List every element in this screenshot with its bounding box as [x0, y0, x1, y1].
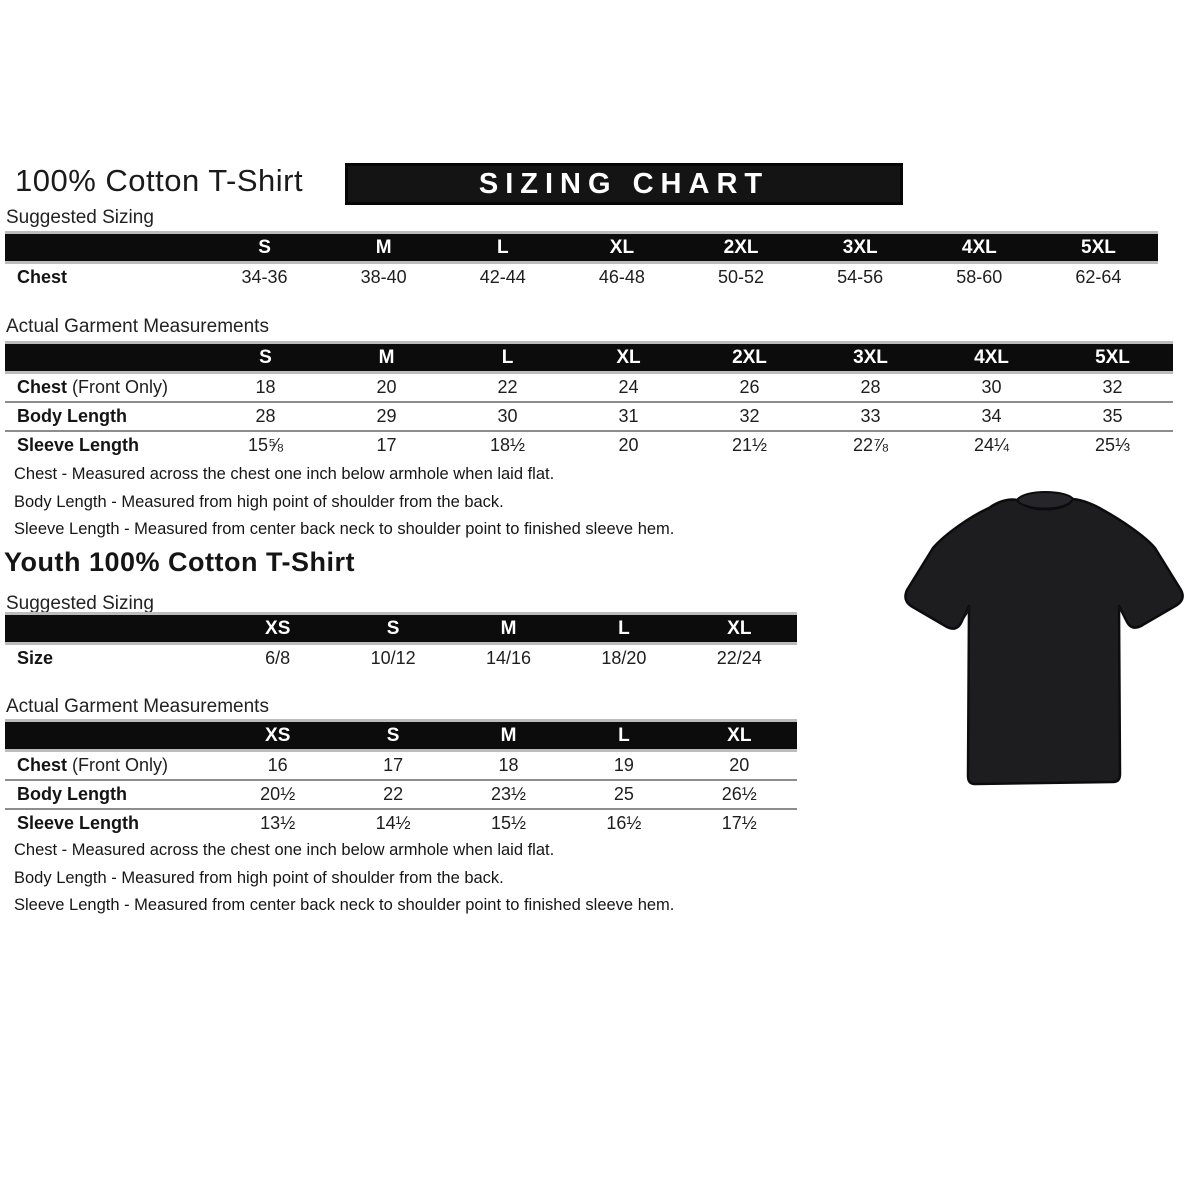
- size-column-header: XL: [682, 721, 797, 751]
- note-sleeve-length: Sleeve Length - Measured from center back neck to shoulder point to finished sleeve hem.: [14, 520, 675, 538]
- sizing-chart-banner-label: SIZING CHART: [478, 167, 770, 200]
- size-column-header: XL: [568, 343, 689, 373]
- measurement-value: 19: [613, 755, 634, 775]
- measurement-value: 26: [739, 377, 760, 397]
- row-label-column-spacer: [5, 614, 220, 644]
- adult-suggested-sizing-table: [5, 231, 1158, 291]
- measurement-value: 25: [566, 780, 681, 809]
- size-column-header: M: [451, 721, 566, 751]
- measurement-value: 30: [447, 402, 568, 431]
- size-column-header: L: [566, 721, 681, 751]
- measurement-value: 18: [255, 377, 276, 397]
- row-label-column-spacer: [5, 233, 205, 263]
- measurement-value: 32: [689, 402, 810, 431]
- size-column-header: 4XL: [931, 343, 1052, 373]
- page-title: 100% Cotton T-Shirt: [15, 163, 304, 198]
- row-label-column-spacer: [5, 721, 220, 751]
- measurement-row: [5, 373, 1173, 403]
- measurement-value: 22/24: [716, 648, 762, 668]
- size-column-header: XS: [220, 614, 335, 644]
- youth-suggested-sizing-table: [5, 612, 797, 672]
- measurement-value: 34: [931, 402, 1052, 431]
- measurement-value: 28: [860, 377, 881, 397]
- size-column-header: 4XL: [920, 233, 1039, 263]
- youth-suggested-sizing-label: Suggested Sizing: [6, 593, 154, 614]
- measurement-value: 20: [568, 431, 689, 459]
- adult-actual-measurements-table: [5, 341, 1173, 459]
- measurement-value: 54-56: [837, 267, 884, 287]
- measurement-value: 22: [497, 377, 518, 397]
- row-label: Chest: [17, 267, 68, 287]
- measurement-value: 17: [326, 431, 447, 459]
- black-tshirt-image: [893, 478, 1198, 813]
- size-column-header: XL: [562, 233, 681, 263]
- row-label: Chest (Front Only): [17, 755, 169, 775]
- measurement-value: 24¼: [931, 431, 1052, 459]
- measurement-value: 24: [618, 377, 639, 397]
- note-chest: Chest - Measured across the chest one inch below armhole when laid flat.: [14, 465, 555, 483]
- measurement-row: [5, 780, 797, 809]
- measurement-row: [5, 751, 797, 781]
- measurement-value: 30: [981, 377, 1002, 397]
- measurement-value: 14½: [335, 809, 450, 837]
- measurement-value: 29: [326, 402, 447, 431]
- note-sleeve-length: Sleeve Length - Measured from center back neck to shoulder point to finished sleeve hem.: [14, 896, 675, 914]
- measurement-value: 22⅞: [810, 431, 931, 459]
- measurement-value: 17: [383, 755, 404, 775]
- measurement-value: 20: [376, 377, 397, 397]
- measurement-value: 18/20: [601, 648, 647, 668]
- size-column-header: M: [451, 614, 566, 644]
- measurement-row: [5, 644, 797, 673]
- row-label: Body Length: [5, 402, 205, 431]
- measurement-value: 20½: [220, 780, 335, 809]
- measurement-value: 58-60: [956, 267, 1003, 287]
- size-column-header: S: [335, 721, 450, 751]
- note-chest: Chest - Measured across the chest one inch below armhole when laid flat.: [14, 841, 555, 859]
- measurement-value: 38-40: [360, 267, 407, 287]
- adult-suggested-sizing-label: Suggested Sizing: [6, 207, 154, 228]
- measurement-value: 50-52: [718, 267, 765, 287]
- size-column-header: 3XL: [801, 233, 920, 263]
- measurement-value: 34-36: [241, 267, 288, 287]
- measurement-value: 28: [205, 402, 326, 431]
- size-column-header: S: [335, 614, 450, 644]
- row-label: Sleeve Length: [5, 431, 205, 459]
- measurement-value: 33: [810, 402, 931, 431]
- size-column-header: L: [443, 233, 562, 263]
- measurement-value: 21½: [689, 431, 810, 459]
- size-column-header: S: [205, 233, 324, 263]
- measurement-value: 46-48: [598, 267, 645, 287]
- measurement-value: 15⅝: [205, 431, 326, 459]
- measurement-row: [5, 809, 797, 837]
- size-column-header: XS: [220, 721, 335, 751]
- size-column-header: S: [205, 343, 326, 373]
- measurement-value: 17½: [682, 809, 797, 837]
- measurement-row: [5, 263, 1158, 292]
- row-label: Chest (Front Only): [17, 377, 169, 397]
- row-label: Size: [17, 648, 54, 668]
- size-column-header: XL: [682, 614, 797, 644]
- youth-actual-measurements-table: [5, 719, 797, 837]
- measurement-value: 42-44: [479, 267, 526, 287]
- size-column-header: M: [326, 343, 447, 373]
- measurement-value: 13½: [220, 809, 335, 837]
- measurement-value: 10/12: [370, 648, 416, 668]
- measurement-value: 35: [1052, 402, 1173, 431]
- measurement-value: 16½: [566, 809, 681, 837]
- note-body-length: Body Length - Measured from high point of shoulder from the back.: [14, 492, 504, 511]
- size-column-header: L: [566, 614, 681, 644]
- measurement-row: [5, 402, 1173, 431]
- size-column-header: M: [324, 233, 443, 263]
- size-column-header: 2XL: [682, 233, 801, 263]
- youth-section-title: Youth 100% Cotton T-Shirt: [4, 547, 355, 577]
- adult-measurement-notes: [14, 461, 674, 544]
- measurement-value: 18½: [447, 431, 568, 459]
- size-column-header: 5XL: [1052, 343, 1173, 373]
- measurement-value: 22: [335, 780, 450, 809]
- row-label: Body Length: [5, 780, 220, 809]
- measurement-value: 16: [267, 755, 288, 775]
- measurement-value: 15½: [451, 809, 566, 837]
- size-column-header: 2XL: [689, 343, 810, 373]
- youth-actual-measurements-label: Actual Garment Measurements: [6, 696, 269, 717]
- measurement-row: [5, 431, 1173, 459]
- measurement-value: 25⅓: [1052, 431, 1173, 459]
- size-column-header: 5XL: [1039, 233, 1158, 263]
- measurement-value: 32: [1102, 377, 1123, 397]
- measurement-value: 18: [498, 755, 519, 775]
- row-label-column-spacer: [5, 343, 205, 373]
- sizing-chart-banner: [345, 163, 903, 205]
- measurement-value: 6/8: [265, 648, 291, 668]
- measurement-value: 26½: [682, 780, 797, 809]
- size-column-header: L: [447, 343, 568, 373]
- measurement-value: 20: [729, 755, 750, 775]
- note-body-length: Body Length - Measured from high point of shoulder from the back.: [14, 868, 504, 887]
- adult-actual-measurements-label: Actual Garment Measurements: [6, 316, 269, 337]
- measurement-value: 31: [568, 402, 689, 431]
- measurement-value: 62-64: [1075, 267, 1122, 287]
- youth-measurement-notes: [14, 837, 674, 920]
- measurement-value: 23½: [451, 780, 566, 809]
- row-label: Sleeve Length: [5, 809, 220, 837]
- size-column-header: 3XL: [810, 343, 931, 373]
- measurement-value: 14/16: [485, 648, 531, 668]
